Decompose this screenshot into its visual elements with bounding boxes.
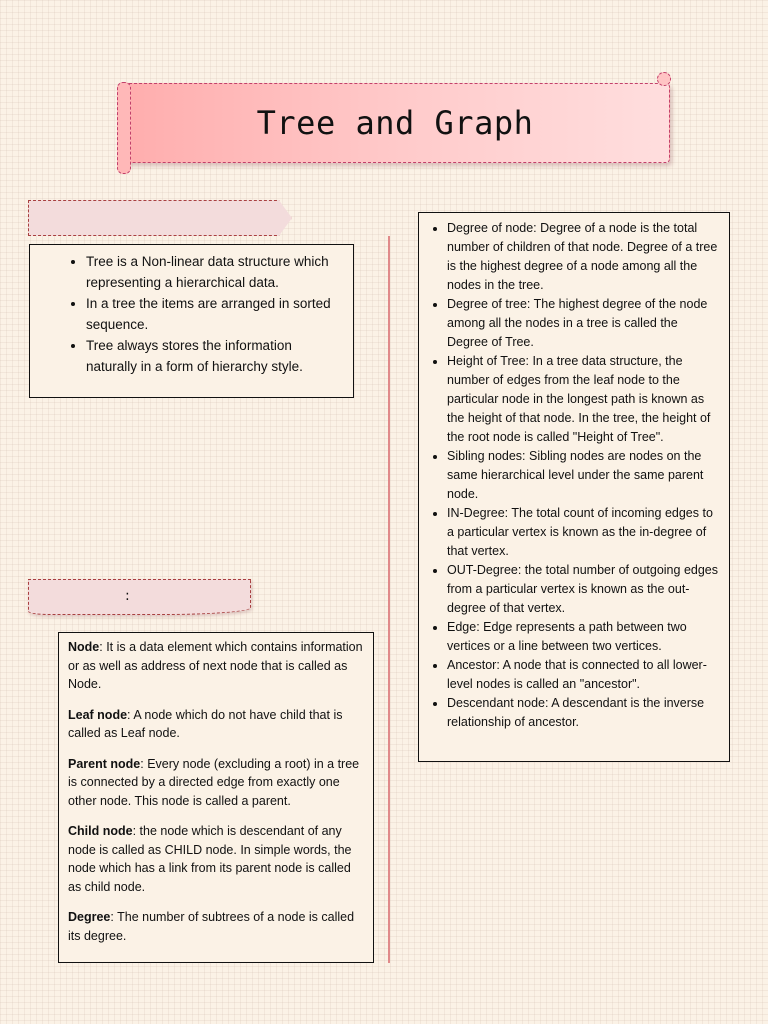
tree-intro-list <box>62 251 343 377</box>
list-item: • Tree always stores the information naturally in a form of hierarchy style. <box>86 335 343 377</box>
term-separator: : <box>140 756 148 771</box>
section-tag-terms <box>28 579 251 615</box>
term-entry <box>68 908 365 945</box>
term-name: Degree <box>68 910 111 924</box>
list-item: • Tree is a Non-linear data structure which representing a hierarchical data. <box>86 251 343 293</box>
glossary-item: • Height of Tree: In a tree data structure, the number of edges from the leaf node to the particular node in the longest path is known as the height of that node. In the tree, the height of the root node is called "Height of Tree". <box>447 352 721 447</box>
list-item: • In a tree the items are arranged in sorted sequence. <box>86 293 343 335</box>
term-entry <box>68 755 365 811</box>
tree-intro-box <box>29 244 354 398</box>
term-definition: A node which do not have child that is called as Leaf node. <box>68 707 343 740</box>
term-separator: : <box>132 824 140 838</box>
term-definition: the node which is descendant of any node is called as CHILD node. In simple words, the node which has a link from its parent node is called as child node. <box>68 824 352 894</box>
glossary-item: • Degree of node: Degree of a node is the total number of children of that node. Degree of a tree is the highest degree of a node among all the nodes in the tree. <box>447 219 721 295</box>
glossary-item: • IN-Degree: The total count of incoming edges to a particular vertex is known as the in-degree of that vertex. <box>447 504 721 561</box>
tag-colon: : <box>125 588 130 604</box>
term-definition: Every node (excluding a root) in a tree is connected by a directed edge from exactly one other node. This node is called a parent. <box>68 756 360 808</box>
term-name: Parent node <box>68 756 141 771</box>
glossary-item: • OUT-Degree: the total number of outgoing edges from a particular vertex is known as the out-degree of that vertex. <box>447 561 721 618</box>
glossary-list <box>437 219 721 732</box>
term-separator: : <box>99 640 107 654</box>
section-tag-tree <box>28 200 292 236</box>
term-entry <box>68 706 365 743</box>
glossary-item: • Ancestor: A node that is connected to all lower-level nodes is called an "ancestor". <box>447 656 721 694</box>
glossary-item: • Edge: Edge represents a path between two vertices or a line between two vertices. <box>447 618 721 656</box>
term-entry <box>68 638 365 694</box>
glossary-item: • Descendant node: A descendant is the inverse relationship of ancestor. <box>447 694 721 732</box>
title-banner <box>120 83 670 163</box>
term-name: Child node <box>68 824 133 838</box>
term-definition: It is a data element which contains information or as well as address of next node that is called as Node. <box>68 640 363 691</box>
term-separator: : <box>110 910 118 924</box>
term-entry <box>68 822 365 896</box>
term-definition: The number of subtrees of a node is called its degree. <box>68 910 355 943</box>
terms-box <box>58 632 374 963</box>
term-separator: : <box>127 707 134 722</box>
glossary-item: • Sibling nodes: Sibling nodes are nodes on the same hierarchical level under the same parent node. <box>447 447 721 504</box>
scroll-curl-right <box>657 72 671 86</box>
column-divider <box>388 236 390 963</box>
term-name: Leaf node <box>68 707 128 722</box>
scroll-curl-left <box>117 82 131 174</box>
term-name: Node <box>68 640 100 654</box>
page-title: Tree and Graph <box>256 104 534 142</box>
glossary-box <box>418 212 730 762</box>
glossary-item: • Degree of tree: The highest degree of the node among all the nodes in a tree is called the Degree of Tree. <box>447 295 721 352</box>
